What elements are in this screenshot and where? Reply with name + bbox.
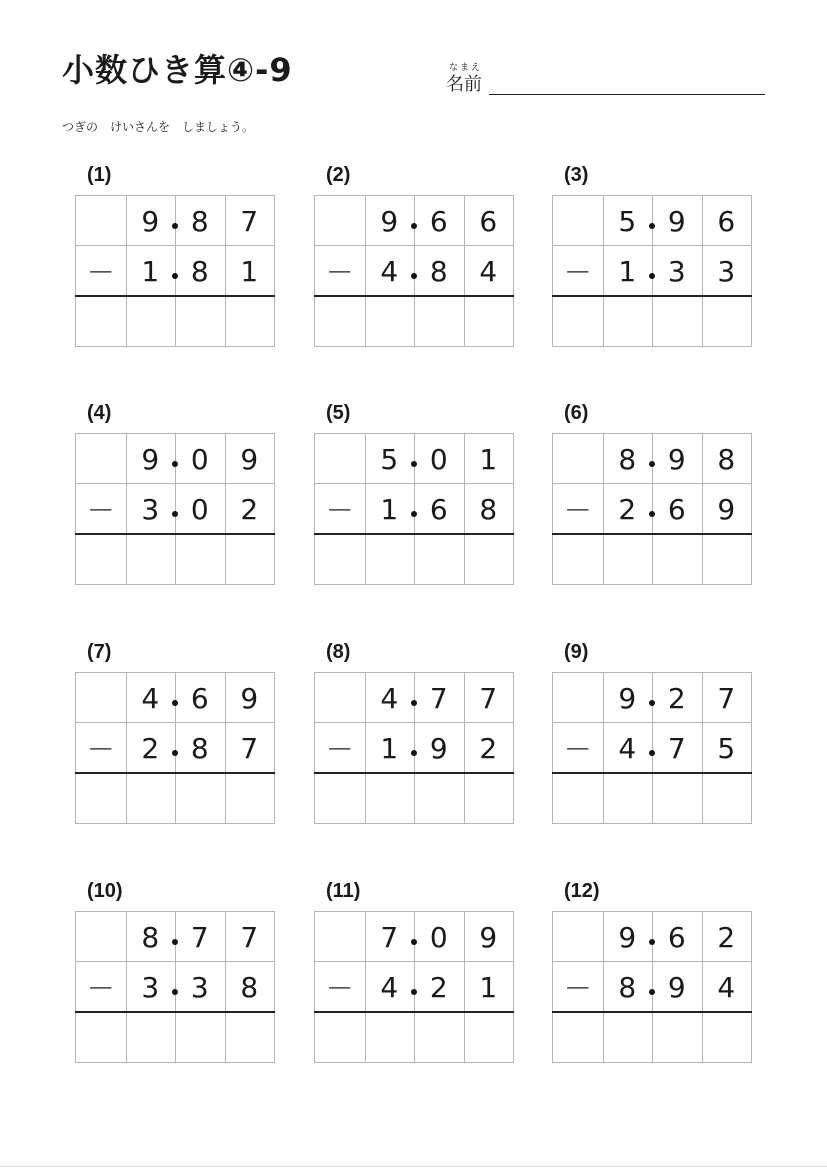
answer-cell[interactable] — [652, 534, 702, 584]
decimal-point — [411, 700, 417, 706]
problem-label: (6) — [564, 402, 589, 424]
decimal-point — [172, 511, 178, 517]
decimal-point — [172, 939, 178, 945]
answer-cell[interactable] — [126, 534, 176, 584]
subtraction-grid — [75, 433, 275, 585]
subtrahend-digit: 3 — [141, 492, 160, 526]
answer-cell[interactable] — [315, 773, 365, 823]
minus-sign: － — [563, 733, 592, 766]
minuend-digit: 5 — [380, 442, 399, 476]
subtrahend-digit: 1 — [240, 254, 259, 288]
minuend-digit: 7 — [240, 920, 259, 954]
answer-cell[interactable] — [315, 534, 365, 584]
decimal-point — [411, 939, 417, 945]
problem-label: (5) — [326, 402, 351, 424]
decimal-point — [172, 273, 178, 279]
decimal-point — [172, 223, 178, 229]
answer-cell[interactable] — [603, 773, 653, 823]
answer-cell[interactable] — [126, 296, 176, 346]
problem-label: (11) — [326, 880, 361, 902]
subtraction-grid — [314, 195, 514, 347]
subtrahend-digit: 9 — [717, 492, 736, 526]
subtrahend-digit: 5 — [717, 731, 736, 765]
subtrahend-digit: 1 — [618, 254, 637, 288]
decimal-point — [411, 223, 417, 229]
problem-label: (9) — [564, 641, 589, 663]
answer-cell[interactable] — [76, 1012, 126, 1062]
answer-cell[interactable] — [76, 296, 126, 346]
subtrahend-digit: 1 — [380, 731, 399, 765]
answer-cell[interactable] — [175, 296, 225, 346]
subtrahend-digit: 4 — [618, 731, 637, 765]
subtraction-grid — [552, 672, 752, 824]
subtraction-grid — [552, 195, 752, 347]
name-label: 名前 — [446, 74, 482, 95]
subtraction-grid — [314, 672, 514, 824]
answer-cell[interactable] — [225, 534, 275, 584]
answer-cell[interactable] — [126, 773, 176, 823]
decimal-point — [649, 273, 655, 279]
subtrahend-digit: 8 — [240, 970, 259, 1004]
minuend-digit: 6 — [429, 204, 448, 238]
problem-label: (10) — [87, 880, 123, 902]
decimal-point — [649, 750, 655, 756]
minuend-digit: 9 — [479, 920, 498, 954]
minuend-digit: 4 — [380, 681, 399, 715]
minuend-digit: 7 — [717, 681, 736, 715]
minuend-digit: 2 — [667, 681, 686, 715]
subtrahend-digit: 1 — [141, 254, 160, 288]
name-furigana: なまえ — [449, 63, 483, 73]
answer-cell[interactable] — [126, 1012, 176, 1062]
answer-cell[interactable] — [175, 1012, 225, 1062]
minuend-digit: 9 — [380, 204, 399, 238]
problem-label: (8) — [326, 641, 351, 663]
minus-sign: － — [325, 733, 354, 766]
subtrahend-digit: 3 — [141, 970, 160, 1004]
answer-cell[interactable] — [603, 534, 653, 584]
minuend-digit: 6 — [667, 920, 686, 954]
subtrahend-digit: 3 — [717, 254, 736, 288]
answer-cell[interactable] — [225, 773, 275, 823]
answer-cell[interactable] — [414, 1012, 464, 1062]
answer-cell[interactable] — [702, 296, 752, 346]
answer-cell[interactable] — [414, 773, 464, 823]
subtrahend-digit: 4 — [380, 970, 399, 1004]
subtrahend-digit: 2 — [141, 731, 160, 765]
answer-cell[interactable] — [175, 773, 225, 823]
minus-sign: － — [563, 972, 592, 1005]
minus-sign: － — [86, 733, 115, 766]
answer-cell[interactable] — [225, 296, 275, 346]
decimal-point — [649, 511, 655, 517]
decimal-point — [411, 511, 417, 517]
minus-sign: － — [86, 256, 115, 289]
subtrahend-digit: 4 — [380, 254, 399, 288]
minuend-digit: 1 — [479, 442, 498, 476]
minuend-digit: 9 — [240, 442, 259, 476]
subtrahend-digit: 6 — [429, 492, 448, 526]
subtrahend-digit: 1 — [479, 970, 498, 1004]
minus-sign: － — [563, 256, 592, 289]
minuend-digit: 0 — [190, 442, 209, 476]
decimal-point — [172, 750, 178, 756]
subtrahend-digit: 8 — [429, 254, 448, 288]
minuend-digit: 0 — [429, 442, 448, 476]
subtraction-grid — [314, 911, 514, 1063]
answer-cell[interactable] — [414, 534, 464, 584]
answer-cell[interactable] — [553, 1012, 603, 1062]
subtraction-grid — [75, 195, 275, 347]
answer-cell[interactable] — [553, 296, 603, 346]
minuend-digit: 0 — [429, 920, 448, 954]
minuend-digit: 8 — [717, 442, 736, 476]
answer-cell[interactable] — [225, 1012, 275, 1062]
minuend-digit: 7 — [240, 204, 259, 238]
minus-sign: － — [325, 256, 354, 289]
subtraction-grid — [75, 672, 275, 824]
subtrahend-digit: 8 — [618, 970, 637, 1004]
subtrahend-digit: 3 — [190, 970, 209, 1004]
minuend-digit: 9 — [141, 204, 160, 238]
answer-cell[interactable] — [464, 1012, 514, 1062]
decimal-point — [411, 273, 417, 279]
subtrahend-digit: 1 — [380, 492, 399, 526]
minus-sign: － — [86, 972, 115, 1005]
minuend-digit: 8 — [618, 442, 637, 476]
decimal-point — [649, 223, 655, 229]
minuend-digit: 8 — [141, 920, 160, 954]
answer-cell[interactable] — [315, 296, 365, 346]
subtrahend-digit: 9 — [429, 731, 448, 765]
minuend-digit: 9 — [618, 920, 637, 954]
decimal-point — [172, 461, 178, 467]
subtrahend-digit: 0 — [190, 492, 209, 526]
answer-cell[interactable] — [414, 296, 464, 346]
minuend-digit: 7 — [380, 920, 399, 954]
answer-cell[interactable] — [702, 534, 752, 584]
minuend-digit: 7 — [429, 681, 448, 715]
minuend-digit: 2 — [717, 920, 736, 954]
subtrahend-digit: 6 — [667, 492, 686, 526]
answer-cell[interactable] — [603, 296, 653, 346]
decimal-point — [172, 700, 178, 706]
minuend-digit: 8 — [190, 204, 209, 238]
minuend-digit: 5 — [618, 204, 637, 238]
answer-cell[interactable] — [652, 1012, 702, 1062]
answer-cell[interactable] — [464, 773, 514, 823]
page-bottom-edge — [0, 1166, 827, 1167]
minuend-digit: 7 — [190, 920, 209, 954]
instruction-text: つぎの けいさんを しましょう。 — [62, 120, 255, 134]
minuend-digit: 9 — [240, 681, 259, 715]
answer-cell[interactable] — [464, 296, 514, 346]
decimal-point — [649, 989, 655, 995]
subtrahend-digit: 7 — [667, 731, 686, 765]
minuend-digit: 9 — [618, 681, 637, 715]
answer-cell[interactable] — [315, 1012, 365, 1062]
answer-cell[interactable] — [175, 534, 225, 584]
minuend-digit: 7 — [479, 681, 498, 715]
subtrahend-digit: 3 — [667, 254, 686, 288]
answer-cell[interactable] — [365, 534, 415, 584]
answer-cell[interactable] — [702, 773, 752, 823]
problem-label: (7) — [87, 641, 112, 663]
subtrahend-digit: 2 — [618, 492, 637, 526]
problem-label: (3) — [564, 164, 589, 186]
answer-cell[interactable] — [652, 296, 702, 346]
minuend-digit: 6 — [190, 681, 209, 715]
minus-sign: － — [325, 972, 354, 1005]
answer-cell[interactable] — [365, 1012, 415, 1062]
problem-label: (1) — [87, 164, 112, 186]
minus-sign: － — [325, 494, 354, 527]
minuend-digit: 6 — [479, 204, 498, 238]
minuend-digit: 4 — [141, 681, 160, 715]
subtraction-grid — [552, 433, 752, 585]
decimal-point — [411, 750, 417, 756]
answer-cell[interactable] — [464, 534, 514, 584]
answer-cell[interactable] — [652, 773, 702, 823]
subtrahend-digit: 8 — [190, 731, 209, 765]
subtrahend-digit: 2 — [479, 731, 498, 765]
problem-label: (4) — [87, 402, 112, 424]
decimal-point — [649, 939, 655, 945]
subtrahend-digit: 9 — [667, 970, 686, 1004]
answer-cell[interactable] — [702, 1012, 752, 1062]
subtrahend-digit: 4 — [717, 970, 736, 1004]
decimal-point — [172, 989, 178, 995]
subtrahend-digit: 4 — [479, 254, 498, 288]
minuend-digit: 9 — [667, 442, 686, 476]
decimal-point — [649, 461, 655, 467]
subtrahend-digit: 8 — [190, 254, 209, 288]
minuend-digit: 9 — [667, 204, 686, 238]
answer-cell[interactable] — [76, 534, 126, 584]
subtrahend-digit: 2 — [240, 492, 259, 526]
minuend-digit: 6 — [717, 204, 736, 238]
subtraction-grid — [314, 433, 514, 585]
subtraction-grid — [75, 911, 275, 1063]
minus-sign: － — [563, 494, 592, 527]
answer-cell[interactable] — [553, 534, 603, 584]
problem-label: (2) — [326, 164, 351, 186]
decimal-point — [649, 700, 655, 706]
minuend-digit: 9 — [141, 442, 160, 476]
subtrahend-digit: 8 — [479, 492, 498, 526]
problem-label: (12) — [564, 880, 600, 902]
minus-sign: － — [86, 494, 115, 527]
answer-cell[interactable] — [603, 1012, 653, 1062]
answer-cell[interactable] — [553, 773, 603, 823]
subtrahend-digit: 2 — [429, 970, 448, 1004]
subtrahend-digit: 7 — [240, 731, 259, 765]
decimal-point — [411, 989, 417, 995]
answer-cell[interactable] — [365, 773, 415, 823]
answer-cell[interactable] — [365, 296, 415, 346]
worksheet-title: 小数ひき算④-9 — [62, 51, 293, 89]
subtraction-grid — [552, 911, 752, 1063]
decimal-point — [411, 461, 417, 467]
answer-cell[interactable] — [76, 773, 126, 823]
